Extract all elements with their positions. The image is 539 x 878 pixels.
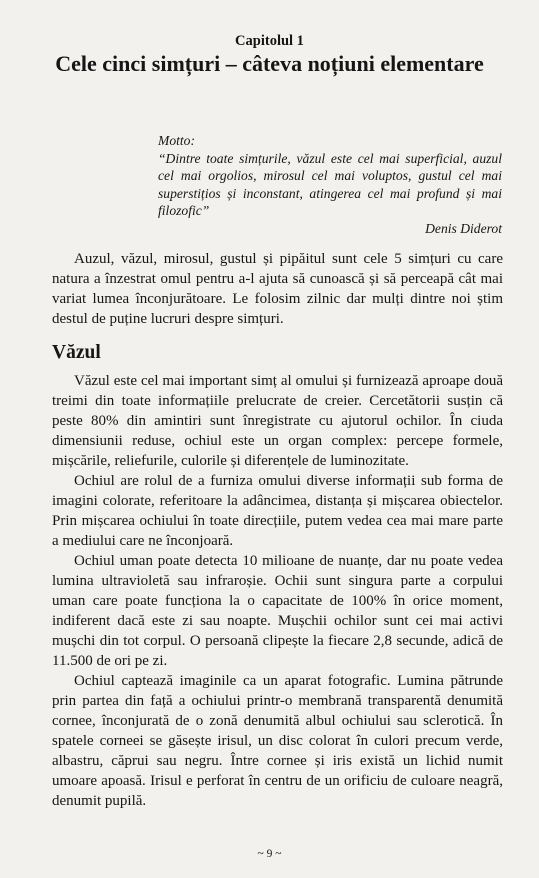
motto-quote: “Dintre toate simțurile, văzul este cel mai superficial, auzul cel mai orgolios, mirosul cel mai voluptos, gustul cel mai superstițios și inconstant, atingerea cel mai profund și mai filozofic” xyxy=(158,150,502,218)
page-number: ~ 9 ~ xyxy=(257,848,282,860)
section-paragraph: Ochiul uman poate detecta 10 milioane de nuanțe, dar nu poate vedea lumina ultravioletă sau infraroșie. Ochii sunt singura parte a corpului uman care poate funcționa la o capacitate de 100% în orice moment, indiferent dacă este zi sau noapte. Mușchii ochilor sunt cei mai activi mușchi din tot corpul. O persoană clipește la fiecare 2,8 secunde, adică de 11.500 de ori pe zi. xyxy=(52,553,503,669)
section-body xyxy=(52,371,503,811)
intro-paragraph: Auzul, văzul, mirosul, gustul și pipăitul sunt cele 5 simțuri cu care natura a înzestrat omul pentru a-l ajuta să cunoască și să perceapă cât mai variat lumea înconjurătoare. Le folosim zilnic dar mulți dintre noi știm destul de puține lucruri despre simțuri. xyxy=(52,251,503,327)
intro xyxy=(52,249,503,329)
section-paragraph: Ochiul are rolul de a furniza omului diverse informații sub forma de imagini colorate, referitoare la adâncimea, distanța și mișcarea obiectelor. Prin mișcarea ochiului în toate direcțiile, putem vedea cea mai mare parte a mediului care ne înconjoară. xyxy=(52,473,503,549)
motto-author: Denis Diderot xyxy=(425,220,502,236)
section-paragraph: Ochiul captează imaginile ca un aparat fotografic. Lumina pătrunde prin partea din față a ochiului printr-o membrană transparentă denumită cornee, înconjurată de o zonă denumită albul ochiului sau sclerotică. În spatele corneei se găsește irisul, un disc colorat în culori precum verde, albastru, căprui sau negru. Între cornee și iris există un lichid numit umoare apoasă. Irisul e perforat în centru de un orificiu de culoare neagră, denumit pupilă. xyxy=(52,673,503,809)
chapter-title: Cele cinci simțuri – câteva noțiuni elementare xyxy=(55,51,484,76)
section-paragraph: Văzul este cel mai important simț al omului și furnizează aproape două treimi din toate informațiile prelucrate de creier. Cercetătorii susțin că peste 80% din amintiri sunt înregistrate cu ajutorul ochilor. În ciuda dimensiunii reduse, ochiul este un organ complex: percepe formele, mișcările, reliefurile, culorile și diferențele de luminozitate. xyxy=(52,373,503,469)
motto xyxy=(158,132,502,237)
motto-label: Motto: xyxy=(158,133,195,148)
chapter-label: Capitolul 1 xyxy=(235,33,304,49)
section-title: Văzul xyxy=(52,342,101,363)
